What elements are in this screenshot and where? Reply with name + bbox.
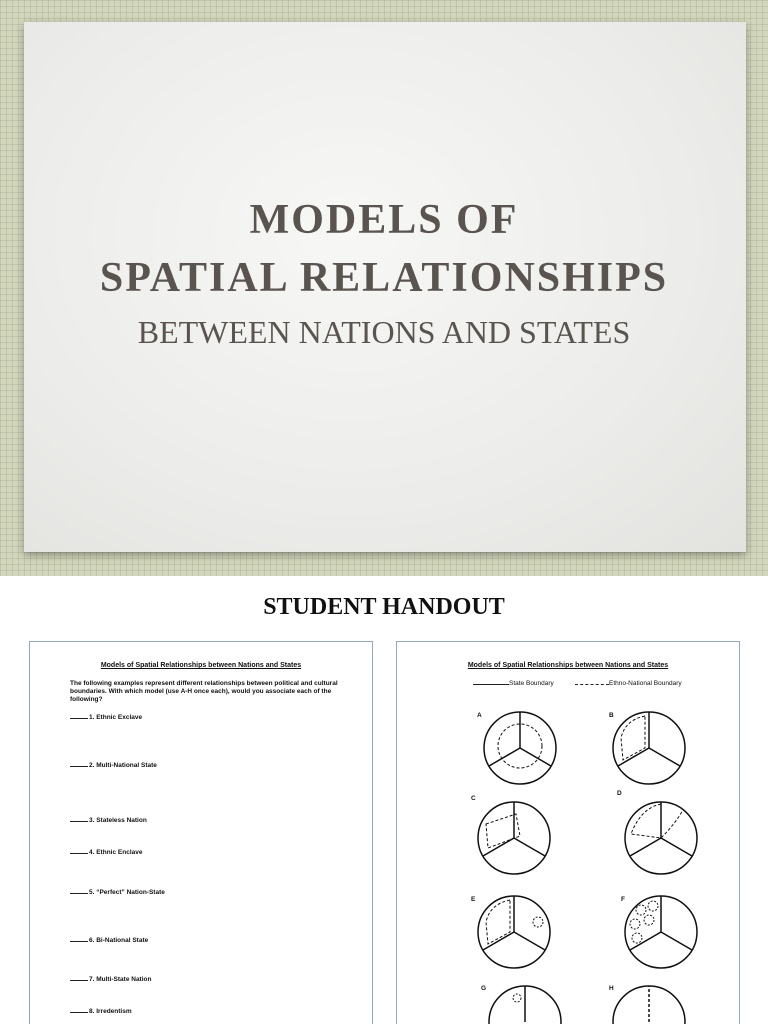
question-label: 1. Ethnic Exclave bbox=[89, 714, 143, 721]
question-item bbox=[70, 762, 157, 769]
model-label-a: A bbox=[477, 712, 482, 719]
model-g-diagram bbox=[487, 984, 563, 1024]
model-label-c: C bbox=[471, 795, 476, 802]
worksheet-models-page bbox=[396, 641, 740, 1024]
model-h-diagram bbox=[611, 984, 687, 1024]
answer-blank bbox=[70, 821, 88, 822]
model-b-diagram bbox=[611, 710, 687, 786]
model-label-b: B bbox=[609, 712, 614, 719]
worksheet-title: Models of Spatial Relationships between Nations and States bbox=[467, 662, 669, 669]
question-item bbox=[70, 976, 151, 983]
slide-subtitle: BETWEEN NATIONS AND STATES bbox=[137, 314, 631, 350]
legend-label: Ethno-National Boundary bbox=[609, 680, 682, 687]
slide-title-line-2: SPATIAL RELATIONSHIPS bbox=[99, 255, 669, 301]
question-item bbox=[70, 889, 165, 896]
question-label: 2. Multi-National State bbox=[89, 762, 157, 769]
question-label: 8. Irredentism bbox=[89, 1008, 132, 1015]
handout-title: STUDENT HANDOUT bbox=[263, 594, 505, 620]
question-label: 4. Ethnic Enclave bbox=[89, 849, 143, 856]
answer-blank bbox=[70, 766, 88, 767]
model-label-g: G bbox=[481, 985, 487, 992]
question-label: 7. Multi-State Nation bbox=[89, 976, 152, 983]
question-item bbox=[70, 714, 142, 721]
answer-blank bbox=[70, 980, 88, 981]
question-label: 6. Bi-National State bbox=[89, 937, 149, 944]
worksheet-questions-page bbox=[29, 641, 373, 1024]
solid-line-swatch bbox=[473, 684, 509, 685]
worksheet-instructions: The following examples represent different relationships between political and cultural boundaries. With which model (use A-H once each), would you associate each of the following? bbox=[70, 680, 338, 703]
model-c-diagram bbox=[476, 800, 552, 876]
question-item bbox=[70, 937, 148, 944]
question-label: 3. Stateless Nation bbox=[89, 817, 147, 824]
answer-blank bbox=[70, 1012, 88, 1013]
answer-blank bbox=[70, 941, 88, 942]
question-item bbox=[70, 817, 147, 824]
model-e-diagram bbox=[476, 894, 552, 970]
worksheet-title: Models of Spatial Relationships between Nations and States bbox=[100, 662, 302, 669]
legend-label: State Boundary bbox=[509, 680, 554, 687]
question-label: 5. “Perfect” Nation-State bbox=[89, 889, 165, 896]
model-label-e: E bbox=[471, 896, 476, 903]
answer-blank bbox=[70, 853, 88, 854]
dashed-line-swatch bbox=[575, 684, 609, 685]
question-item bbox=[70, 1008, 132, 1015]
answer-blank bbox=[70, 718, 88, 719]
model-f-diagram bbox=[623, 894, 699, 970]
model-label-d: D bbox=[617, 790, 622, 797]
model-label-h: H bbox=[609, 985, 614, 992]
legend-ethno-boundary bbox=[575, 680, 682, 687]
model-a-diagram bbox=[482, 710, 558, 786]
model-label-f: F bbox=[621, 896, 625, 903]
slide-title-line-1: MODELS OF bbox=[249, 197, 519, 243]
model-d-diagram bbox=[623, 800, 699, 876]
question-item bbox=[70, 849, 142, 856]
legend-state-boundary bbox=[473, 680, 554, 687]
answer-blank bbox=[70, 893, 88, 894]
